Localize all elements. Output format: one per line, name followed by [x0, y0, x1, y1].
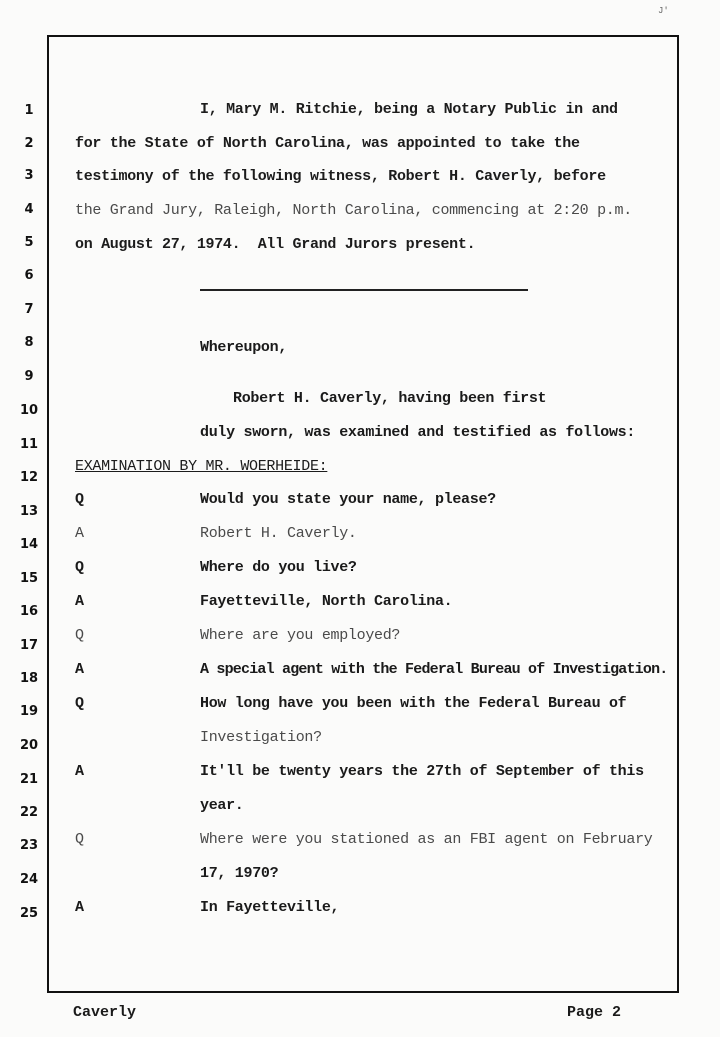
line-number: 13 [19, 504, 39, 519]
testimony-line: Investigation? [200, 729, 322, 746]
footer-page-number: Page 2 [567, 1004, 622, 1021]
line-number: 21 [19, 772, 39, 787]
testimony-line: Robert H. Caverly. [200, 525, 357, 542]
footer-witness-name: Caverly [73, 1004, 137, 1021]
testimony-line: Where were you stationed as an FBI agent on February [200, 831, 653, 848]
testimony-line: How long have you been with the Federal Bureau of [200, 695, 627, 712]
line-number: 24 [19, 872, 39, 887]
sworn-line: duly sworn, was examined and testified as follows: [200, 424, 636, 441]
speaker-label: A [75, 763, 85, 780]
speaker-label: Q [75, 831, 85, 848]
sworn-line: Robert H. Caverly, having been first [233, 390, 547, 407]
corner-mark: J' [658, 6, 669, 16]
line-number: 6 [24, 268, 34, 283]
speaker-label: Q [75, 559, 85, 576]
line-number: 4 [24, 202, 34, 217]
line-number: 14 [19, 537, 39, 552]
examination-heading: EXAMINATION BY MR. WOERHEIDE: [75, 458, 328, 475]
preamble-line: on August 27, 1974. All Grand Jurors present. [75, 236, 476, 253]
testimony-line: Where are you employed? [200, 627, 401, 644]
speaker-label: Q [75, 695, 85, 712]
line-number: 1 [24, 103, 34, 118]
section-divider [200, 289, 528, 291]
line-number: 8 [24, 335, 34, 350]
preamble-line: for the State of North Carolina, was appointed to take the [75, 135, 580, 152]
speaker-label: A [75, 661, 85, 678]
line-number: 19 [19, 704, 39, 719]
testimony-line: Where do you live? [200, 559, 357, 576]
line-number: 5 [24, 235, 34, 250]
line-number-column [0, 0, 40, 1037]
line-number: 7 [24, 302, 34, 317]
line-number: 25 [19, 906, 39, 921]
testimony-line: Would you state your name, please? [200, 491, 496, 508]
line-number: 16 [19, 604, 39, 619]
speaker-label: A [75, 593, 85, 610]
line-number: 17 [19, 638, 39, 653]
line-number: 23 [19, 838, 39, 853]
preamble-line: the Grand Jury, Raleigh, North Carolina, commencing at 2:20 p.m. [75, 202, 632, 219]
line-number: 3 [24, 168, 34, 183]
whereupon-text: Whereupon, [200, 339, 288, 356]
line-number: 15 [19, 571, 39, 586]
preamble-line: I, Mary M. Ritchie, being a Notary Public in and [200, 101, 618, 118]
speaker-label: A [75, 525, 85, 542]
testimony-line: 17, 1970? [200, 865, 279, 882]
speaker-label: Q [75, 627, 85, 644]
speaker-label: A [75, 899, 85, 916]
line-number: 12 [19, 470, 39, 485]
testimony-line: It'll be twenty years the 27th of September of this [200, 763, 644, 780]
line-number: 18 [19, 671, 39, 686]
testimony-line: In Fayetteville, [200, 899, 340, 916]
line-number: 22 [19, 805, 39, 820]
line-number: 11 [19, 437, 39, 452]
preamble-line: testimony of the following witness, Robert H. Caverly, before [75, 168, 606, 185]
speaker-label: Q [75, 491, 85, 508]
line-number: 20 [19, 738, 39, 753]
testimony-line: year. [200, 797, 244, 814]
line-number: 10 [19, 403, 39, 418]
line-number: 2 [24, 136, 34, 151]
testimony-line: A special agent with the Federal Bureau of Investigation. [200, 661, 668, 678]
line-number: 9 [24, 369, 34, 384]
testimony-line: Fayetteville, North Carolina. [200, 593, 453, 610]
